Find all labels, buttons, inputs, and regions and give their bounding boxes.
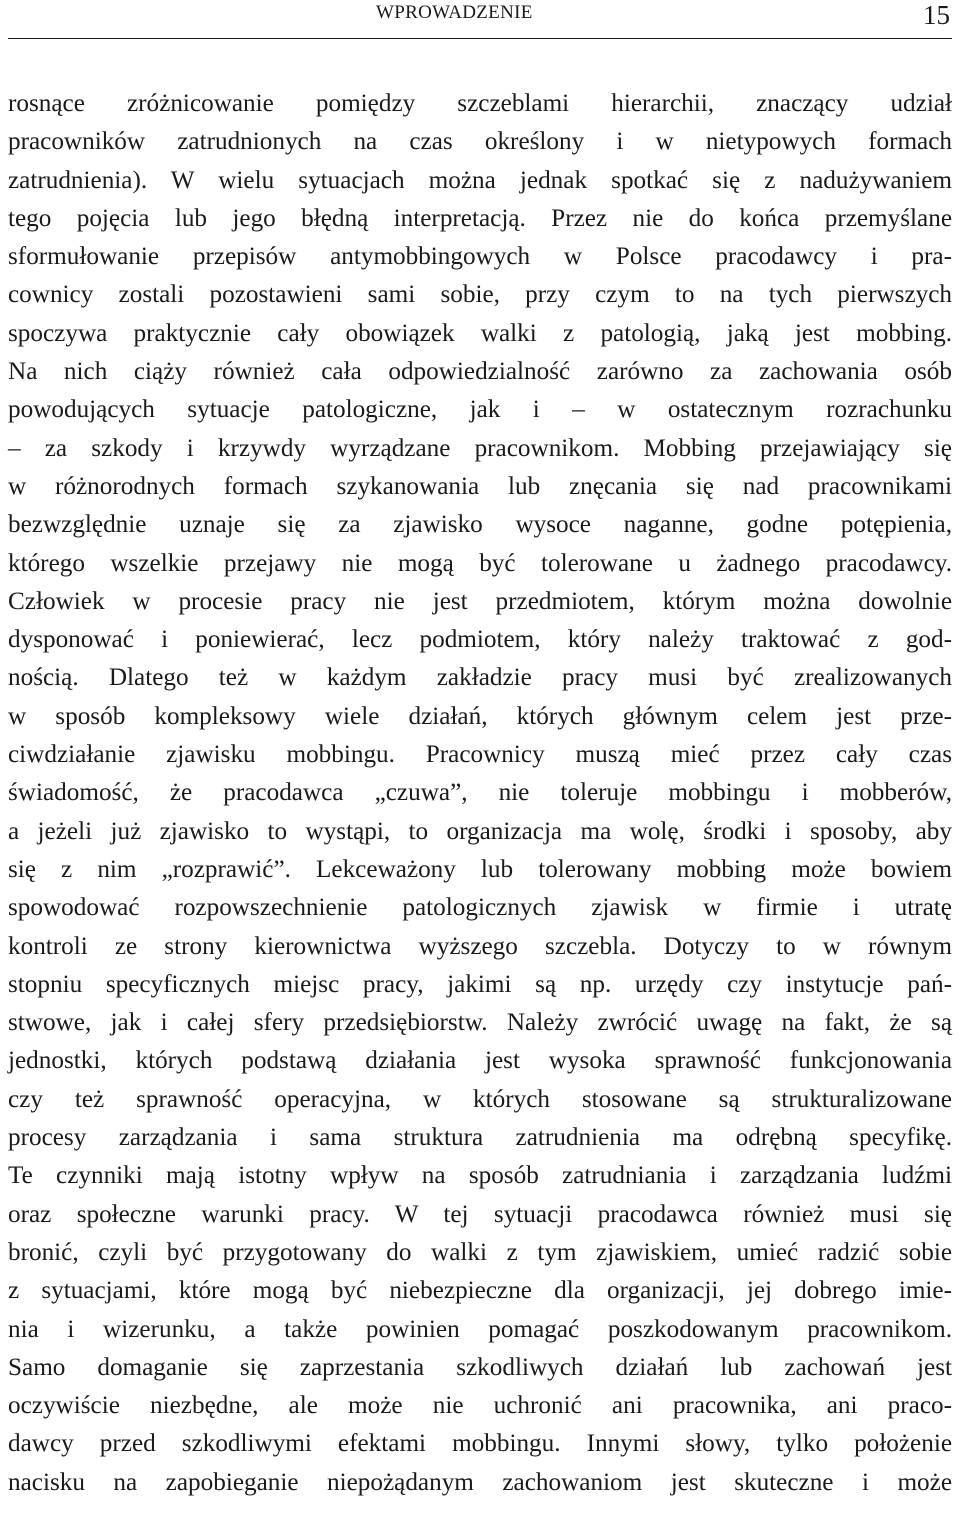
text-line: się z nim „rozprawić”. Lekceważony lub tolerowany mobbing może bowiem — [8, 855, 952, 883]
text-line: dawcy przed szkodliwymi efektami mobbingu. Innymi słowy, tylko położenie — [8, 1430, 952, 1458]
running-head: WPROWADZENIE — [376, 2, 533, 23]
text-line: powodujących sytuacje patologiczne, jak i – w ostatecznym rozrachunku — [8, 396, 952, 424]
text-line: z sytuacjami, które mogą być niebezpieczne dla organizacji, jej dobrego imie- — [8, 1277, 952, 1305]
text-line: ciwdziałanie zjawisku mobbingu. Pracownicy muszą mieć przez cały czas — [8, 741, 952, 769]
text-line: spowodować rozpowszechnienie patologicznych zjawisk w firmie i utratę — [8, 894, 952, 922]
text-line: Te czynniki mają istotny wpływ na sposób zatrudniania i zarządzania ludźmi — [8, 1162, 952, 1190]
text-line: oraz społeczne warunki pracy. W tej sytuacji pracodawca również musi się — [8, 1200, 952, 1228]
text-line: pracowników zatrudnionych na czas określony i w nietypowych formach — [8, 128, 952, 156]
page-header — [8, 0, 952, 39]
text-line: dysponować i poniewierać, lecz podmiotem, który należy traktować z god- — [8, 626, 952, 654]
text-line: bezwzględnie uznaje się za zjawisko wysoce naganne, godne potępienia, — [8, 511, 952, 539]
text-line: Człowiek w procesie pracy nie jest przedmiotem, którym można dowolnie — [8, 587, 952, 615]
text-line: cownicy zostali pozostawieni sami sobie, przy czym to na tych pierwszych — [8, 281, 952, 309]
text-line: nością. Dlatego też w każdym zakładzie pracy musi być zrealizowanych — [8, 664, 952, 692]
text-line: zatrudnienia). W wielu sytuacjach można jednak spotkać się z nadużywaniem — [8, 166, 952, 194]
text-line: Na nich ciąży również cała odpowiedzialność zarówno za zachowania osób — [8, 358, 952, 386]
text-line: sformułowanie przepisów antymobbingowych w Polsce pracodawcy i pra- — [8, 243, 952, 271]
text-line: bronić, czyli być przygotowany do walki z tym zjawiskiem, umieć radzić sobie — [8, 1238, 952, 1266]
text-line: rosnące zróżnicowanie pomiędzy szczeblami hierarchii, znaczący udział — [8, 90, 952, 117]
text-line: jednostki, których podstawą działania jest wysoka sprawność funkcjonowania — [8, 1047, 952, 1075]
text-line: – za szkody i krzywdy wyrządzane pracownikom. Mobbing przejawiający się — [8, 434, 952, 462]
text-line: nia i wizerunku, a także powinien pomagać poszkodowanym pracownikom. — [8, 1315, 952, 1343]
text-line: oczywiście niezbędne, ale może nie uchronić ani pracownika, ani praco- — [8, 1392, 952, 1420]
text-line: procesy zarządzania i sama struktura zatrudnienia ma odrębną specyfikę. — [8, 1124, 952, 1152]
text-line: Samo domaganie się zaprzestania szkodliwych działań lub zachowań jest — [8, 1353, 952, 1381]
text-line: świadomość, że pracodawca „czuwa”, nie toleruje mobbingu i mobberów, — [8, 779, 952, 807]
text-line: spoczywa praktycznie cały obowiązek walki z patologią, jaką jest mobbing. — [8, 319, 952, 347]
text-line: w sposób kompleksowy wiele działań, których głównym celem jest prze- — [8, 702, 952, 730]
text-line: w różnorodnych formach szykanowania lub znęcania się nad pracownikami — [8, 472, 952, 500]
text-line: tego pojęcia lub jego błędną interpretacją. Przez nie do końca przemyślane — [8, 204, 952, 232]
text-line: a jeżeli już zjawisko to wystąpi, to organizacja ma wolę, środki i sposoby, aby — [8, 817, 952, 845]
text-line: stopniu specyficznych miejsc pracy, jakimi są np. urzędy czy instytucje pań- — [8, 970, 952, 998]
body-text — [8, 85, 952, 1502]
text-line: czy też sprawność operacyjna, w których stosowane są strukturalizowane — [8, 1085, 952, 1113]
text-line: nacisku na zapobieganie niepożądanym zachowaniom jest skuteczne i może — [8, 1468, 952, 1496]
text-line: stwowe, jak i całej sfery przedsiębiorstw. Należy zwrócić uwagę na fakt, że są — [8, 1009, 952, 1037]
page-number: 15 — [923, 0, 950, 30]
text-line: którego wszelkie przejawy nie mogą być tolerowane u żadnego pracodawcy. — [8, 549, 952, 577]
text-line: kontroli ze strony kierownictwa wyższego szczebla. Dotyczy to w równym — [8, 932, 952, 960]
